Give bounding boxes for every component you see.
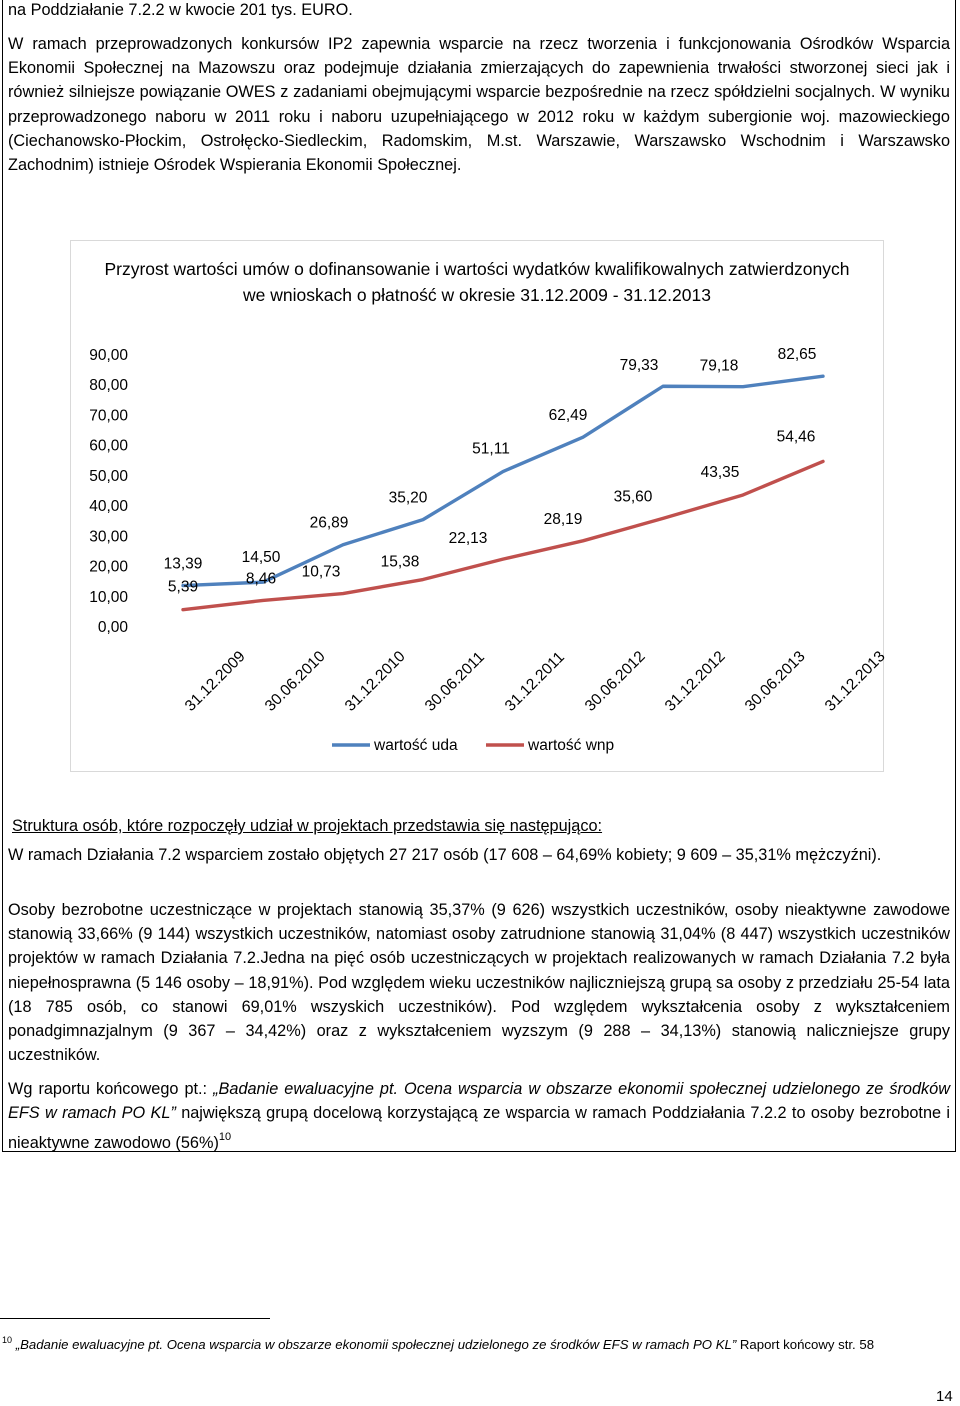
x-tick-label: 31.12.2010 (341, 647, 409, 715)
data-label: 15,38 (380, 553, 420, 571)
y-tick-label: 0,00 (97, 619, 128, 636)
footnote-ref[interactable]: 10 (218, 1131, 232, 1144)
y-tick-label: 50,00 (89, 467, 128, 485)
data-label: 26,89 (309, 514, 349, 532)
data-label: 13,39 (163, 555, 203, 573)
data-label: 10,73 (301, 563, 341, 581)
page-number: 14 (936, 1388, 953, 1405)
data-label: 22,13 (448, 530, 488, 548)
data-label: 5,39 (167, 578, 199, 596)
report-title: „Badanie ewaluacyjne pt. Ocena wsparcia w obszarze ekonomii społecznej udzielonego ze środków EFS w ramach PO KL” (8, 1080, 950, 1123)
paragraph-owes: W ramach przeprowadzonych konkursów IP2 zapewnia wsparcie na rzecz tworzenia i funkcjonowania Ośrodków Wsparcia Ekonomii Społecznej na Mazowszu oraz podejmuje działania zmierzających do zapewnienia trwałości stworzonej sieci jak i również silniejsze powiązanie OWES z zadaniami obejmującymi wsparcie bezpośrednie na rzecz spółdzielni socjalnych. W wyniku przeprowadzonego naboru w 2011 roku i naboru uzupełniającego w 2012 roku w każdym subergionie woj. mazowieckiego (Ciechanowsko-Płockim, Ostrołęcko-Siedleckim, Radomskim, M.st. Warszawie, Warszawsko Wschodnim i Warszawsko Zachodnim) istnieje Ośrodek Wspierania Ekonomii Społecznej. (8, 35, 950, 175)
y-tick-label: 10,00 (89, 588, 128, 606)
y-tick-label: 30,00 (89, 528, 128, 546)
data-label: 79,33 (619, 357, 659, 375)
data-label: 35,60 (613, 488, 653, 506)
legend-label: wartość wnp (528, 737, 615, 754)
x-tick-label: 30.06.2012 (581, 647, 649, 715)
series-line-wnp (183, 461, 823, 609)
x-tick-label: 31.12.2012 (661, 647, 729, 715)
x-tick-label: 30.06.2011 (421, 648, 488, 715)
x-tick-label: 31.12.2011 (501, 648, 568, 715)
y-tick-label: 80,00 (89, 377, 128, 395)
x-tick-label: 30.06.2013 (741, 647, 809, 715)
data-label: 43,35 (700, 463, 740, 481)
x-tick-label: 30.06.2010 (261, 647, 329, 715)
y-tick-label: 90,00 (89, 347, 128, 364)
y-tick-label: 60,00 (89, 437, 128, 455)
data-label: 28,19 (543, 510, 583, 528)
x-tick-label: 31.12.2013 (821, 647, 889, 715)
data-label: 35,20 (388, 489, 428, 507)
footnote-rule (0, 1318, 270, 1319)
footnote: $^{10}$ „Badanie ewaluacyjne pt. Ocena wsparcia w obszarze ekonomii społecznej udzielonego ze środków EFS w ramach PO KL” Raport końcowy str. 58 (2, 1335, 875, 1352)
data-label: 79,18 (699, 357, 739, 375)
y-tick-label: 70,00 (89, 407, 128, 425)
data-label: 8,46 (245, 570, 277, 588)
section-heading: Struktura osób, które rozpoczęły udział w projektach przedstawia się następująco: (12, 817, 603, 835)
legend-label: wartość uda (374, 737, 458, 754)
y-tick-label: 40,00 (89, 498, 128, 516)
intro-line: na Poddziałanie 7.2.2 w kwocie 201 tys. EURO. (8, 1, 353, 19)
paragraph-structure: Osoby bezrobotne uczestniczące w projektach stanowią 35,37% (9 626) wszystkich uczestników, osoby nieaktywne zawodowe stanowią 33,66% (9 144) wszystkich uczestników, natomiast osoby zatrudnione stanowią 31,04% (8 447) wszystkich uczestników projektów w ramach Działania 7.2.Jedna na pięć osób uczestniczących w projektach realizowanych w ramach Działania 7.2 była niepełnosprawna (5 146 osoby – 18,91%). Pod względem wieku uczestników najliczniejszą grupą sa osoby z przedziału 25-54 lata (18 785 osób, co stanowi 69,01% wszyskich uczestników). Pod względem wykształcenia osoby z wykształceniem ponadgimnazjalnym (9 367 – 34,42%) oraz z wykształceniem wyzszym (9 288 – 34,13%) stanowią naliczniejsze grupy uczestników. (8, 901, 950, 1065)
data-label: 14,50 (241, 549, 281, 567)
chart-title: Przyrost wartości umów o dofinansowanie i wartości wydatków kwalifikowalnych zatwierdzonych we wnioskach o płatność w okresie 31.12.2009 - 31.12.2013 (104, 259, 850, 305)
data-label: 51,11 (472, 440, 510, 458)
data-label: 82,65 (777, 346, 817, 364)
paragraph-report: Wg raportu końcowego pt.: „Badanie ewaluacyjne pt. Ocena wsparcia w obszarze ekonomii społecznej udzielonego ze środków EFS w ramach PO KL” największą grupą docelową korzystającą ze wsparcia w ramach Poddziałania 7.2.2 to osoby bezrobotne i nieaktywne zawodowo (56%)$^{10}$ (8, 1080, 951, 1153)
x-tick-label: 31.12.2009 (181, 647, 249, 715)
paragraph-participants: W ramach Działania 7.2 wsparciem zostało objętych 27 217 osób (17 608 – 64,69% kobiety; 9 609 – 35,31% mężczyźni). (8, 846, 882, 864)
data-label: 62,49 (548, 407, 588, 425)
data-label: 54,46 (776, 428, 816, 446)
y-tick-label: 20,00 (89, 558, 128, 576)
